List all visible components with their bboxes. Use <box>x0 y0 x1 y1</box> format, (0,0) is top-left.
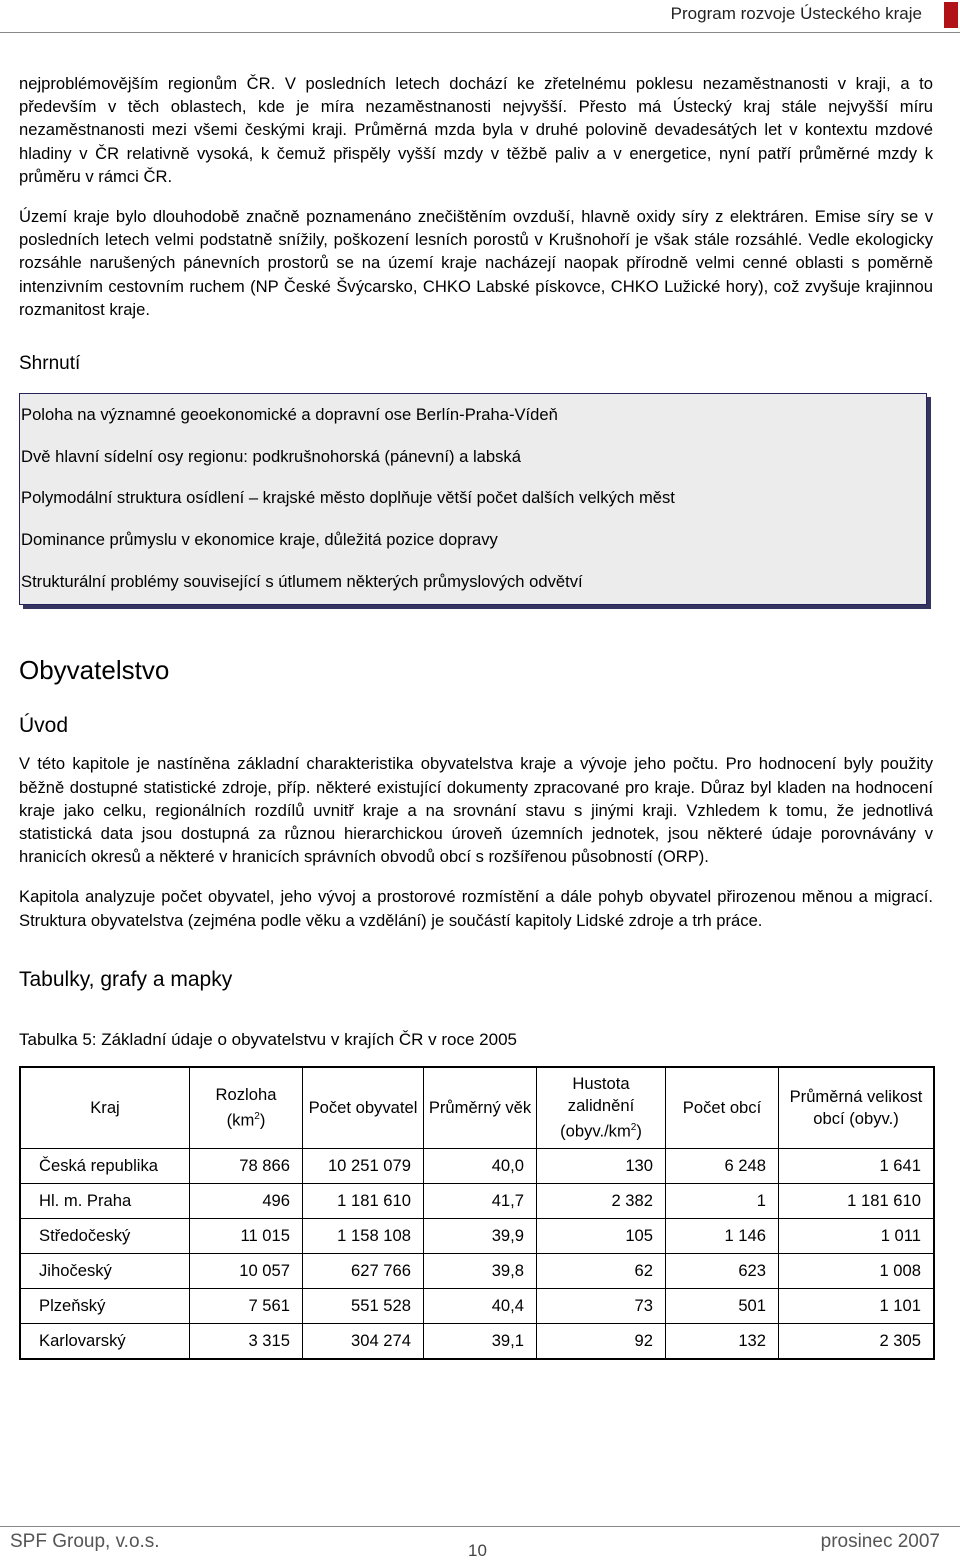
page-header <box>0 0 960 33</box>
summary-item: Polymodální struktura osídlení – krajské město doplňuje větší počet dalších velkých měst <box>21 488 675 508</box>
cell-hustota: 62 <box>537 1253 666 1288</box>
cell-prumerny-vek: 40,0 <box>424 1148 537 1183</box>
cell-prumerna-velikost: 1 011 <box>779 1218 935 1253</box>
col-hustota: Hustota zalidnění $(obyv./km^2)$ <box>537 1067 666 1149</box>
table-header-row <box>20 1067 934 1149</box>
paragraph-unemployment: nejproblémovějším regionům ČR. V posledních letech dochází ke zřetelnému poklesu nezaměstnanosti v kraji, a to především v těch oblastech, kde je míra nezaměstnanosti nejvyšší. Přesto má Ústecký kraj stále nejvyšší míru nezaměstnanosti mezi všemi českými kraji. Průměrná mzda byla v druhé polovině devadesátých let v kontextu mzdové hladiny v ČR relativně vysoká, k čemuž přispěly vyšší mzdy v těžbě paliv a v energetice, nyní patří průměrné mzdy k průměru v rámci ČR. <box>19 74 933 186</box>
col-prumerna-velikost: Průměrná velikost obcí (obyv.) <box>779 1067 935 1149</box>
section-title: Obyvatelstvo <box>19 655 170 686</box>
cell-kraj: Karlovarský <box>20 1323 190 1359</box>
cell-pocet-obci: 1 146 <box>666 1218 779 1253</box>
table-row <box>20 1218 934 1253</box>
cell-prumerny-vek: 41,7 <box>424 1183 537 1218</box>
cell-pocet-obci: 6 248 <box>666 1148 779 1183</box>
cell-pocet-obci: 1 <box>666 1183 779 1218</box>
summary-heading: Shrnutí <box>19 353 81 375</box>
col-kraj: Kraj <box>20 1067 190 1149</box>
paragraph-chapter-intro: V této kapitole je nastíněna základní charakteristika obyvatelstva kraje a vývoje jeho počtu. Pro hodnocení byly použity běžně dostupné statistické zdroje, příp. některé existující dokumenty zpracované pro kraje. Důraz byl kladen na hodnocení kraje jako celku, regionálních rozdílů uvnitř kraje a na srovnání stavu s jinými kraji. Vzhledem k tomu, že jednotlivá statistická data jsou dostupná za různou hierarchickou úroveň územních jednotek, jsou některé údaje porovnávány v hranicích okresů a některé v hranicích správních obvodů obcí s rozšířenou působností (ORP). <box>19 754 933 867</box>
cell-pocet-obci: 623 <box>666 1253 779 1288</box>
cell-prumerna-velikost: 1 181 610 <box>779 1183 935 1218</box>
cell-hustota: 73 <box>537 1288 666 1323</box>
table-row <box>20 1323 934 1359</box>
cell-kraj: Hl. m. Praha <box>20 1183 190 1218</box>
cell-rozloha: 496 <box>190 1183 303 1218</box>
tables-heading: Tabulky, grafy a mapky <box>19 967 233 991</box>
cell-pocet-obyvatel: 10 251 079 <box>303 1148 424 1183</box>
header-title: Program rozvoje Ústeckého kraje <box>670 4 922 23</box>
cell-kraj: Jihočeský <box>20 1253 190 1288</box>
cell-hustota: 105 <box>537 1218 666 1253</box>
cell-hustota: 2 382 <box>537 1183 666 1218</box>
page-footer <box>0 1526 960 1564</box>
cell-prumerna-velikost: 1 641 <box>779 1148 935 1183</box>
cell-rozloha: 10 057 <box>190 1253 303 1288</box>
cell-prumerny-vek: 40,4 <box>424 1288 537 1323</box>
cell-kraj: Plzeňský <box>20 1288 190 1323</box>
cell-pocet-obyvatel: 1 181 610 <box>303 1183 424 1218</box>
col-pocet-obci: Počet obcí <box>666 1067 779 1149</box>
cell-pocet-obyvatel: 1 158 108 <box>303 1218 424 1253</box>
paragraph-chapter-scope: Kapitola analyzuje počet obyvatel, jeho vývoj a prostorové rozmístění a dále pohyb obyvatel přirozenou měnou a migrací. Struktura obyvatelstva (zejména podle věku a vzdělání) je součástí kapitoly Lidské zdroje a trh práce. <box>19 887 933 930</box>
table-row <box>20 1253 934 1288</box>
cell-pocet-obci: 501 <box>666 1288 779 1323</box>
cell-rozloha: 3 315 <box>190 1323 303 1359</box>
header-red-mark <box>944 2 958 28</box>
cell-prumerna-velikost: 1 008 <box>779 1253 935 1288</box>
cell-pocet-obyvatel: 551 528 <box>303 1288 424 1323</box>
paragraph-environment: Území kraje bylo dlouhodobě značně poznamenáno znečištěním ovzduší, hlavně oxidy síry z elektráren. Emise síry se v posledních letech velmi podstatně snížily, poškození lesních porostů v Krušnohoří je však stále rozsáhlé. Vedle ekologicky rozsáhle narušených pánevních prostorů se na území kraje nacházejí naopak přírodně velmi cenné oblasti s poměrně intenzivním cestovním ruchem (NP České Švýcarsko, CHKO Labské pískovce, CHKO Lužické hory), což zvyšuje krajinnou rozmanitost kraje. <box>19 207 933 319</box>
cell-prumerny-vek: 39,9 <box>424 1218 537 1253</box>
cell-pocet-obci: 132 <box>666 1323 779 1359</box>
table-row <box>20 1148 934 1183</box>
footer-company: SPF Group, v.o.s. <box>10 1531 160 1552</box>
col-rozloha: Rozloha $(km^2)$ <box>190 1067 303 1149</box>
page-number: 10 <box>468 1541 487 1560</box>
cell-hustota: 92 <box>537 1323 666 1359</box>
intro-heading: Úvod <box>19 714 69 738</box>
cell-rozloha: 7 561 <box>190 1288 303 1323</box>
summary-item: Dominance průmyslu v ekonomice kraje, důležitá pozice dopravy <box>21 530 498 550</box>
table-row <box>20 1183 934 1218</box>
table-caption: Tabulka 5: Základní údaje o obyvatelstvu v krajích ČR v roce 2005 <box>19 1029 517 1049</box>
col-pocet-obyvatel: Počet obyvatel <box>303 1067 424 1149</box>
cell-kraj: Středočeský <box>20 1218 190 1253</box>
footer-date: prosinec 2007 <box>820 1531 940 1552</box>
cell-prumerna-velikost: 1 101 <box>779 1288 935 1323</box>
summary-box <box>19 393 927 605</box>
col-prumerny-vek: Průměrný věk <box>424 1067 537 1149</box>
cell-prumerna-velikost: 2 305 <box>779 1323 935 1359</box>
cell-pocet-obyvatel: 304 274 <box>303 1323 424 1359</box>
table-row <box>20 1288 934 1323</box>
cell-rozloha: 78 866 <box>190 1148 303 1183</box>
cell-prumerny-vek: 39,8 <box>424 1253 537 1288</box>
summary-item: Dvě hlavní sídelní osy regionu: podkrušnohorská (pánevní) a labská <box>21 446 521 466</box>
page-content <box>19 72 933 1360</box>
cell-rozloha: 11 015 <box>190 1218 303 1253</box>
summary-item: Strukturální problémy související s útlumem některých průmyslových odvětví <box>21 571 583 591</box>
summary-item: Poloha na významné geoekonomické a dopravní ose Berlín-Praha-Vídeň <box>21 405 558 425</box>
population-table <box>19 1066 935 1360</box>
cell-kraj: Česká republika <box>20 1148 190 1183</box>
cell-prumerny-vek: 39,1 <box>424 1323 537 1359</box>
cell-pocet-obyvatel: 627 766 <box>303 1253 424 1288</box>
cell-hustota: 130 <box>537 1148 666 1183</box>
